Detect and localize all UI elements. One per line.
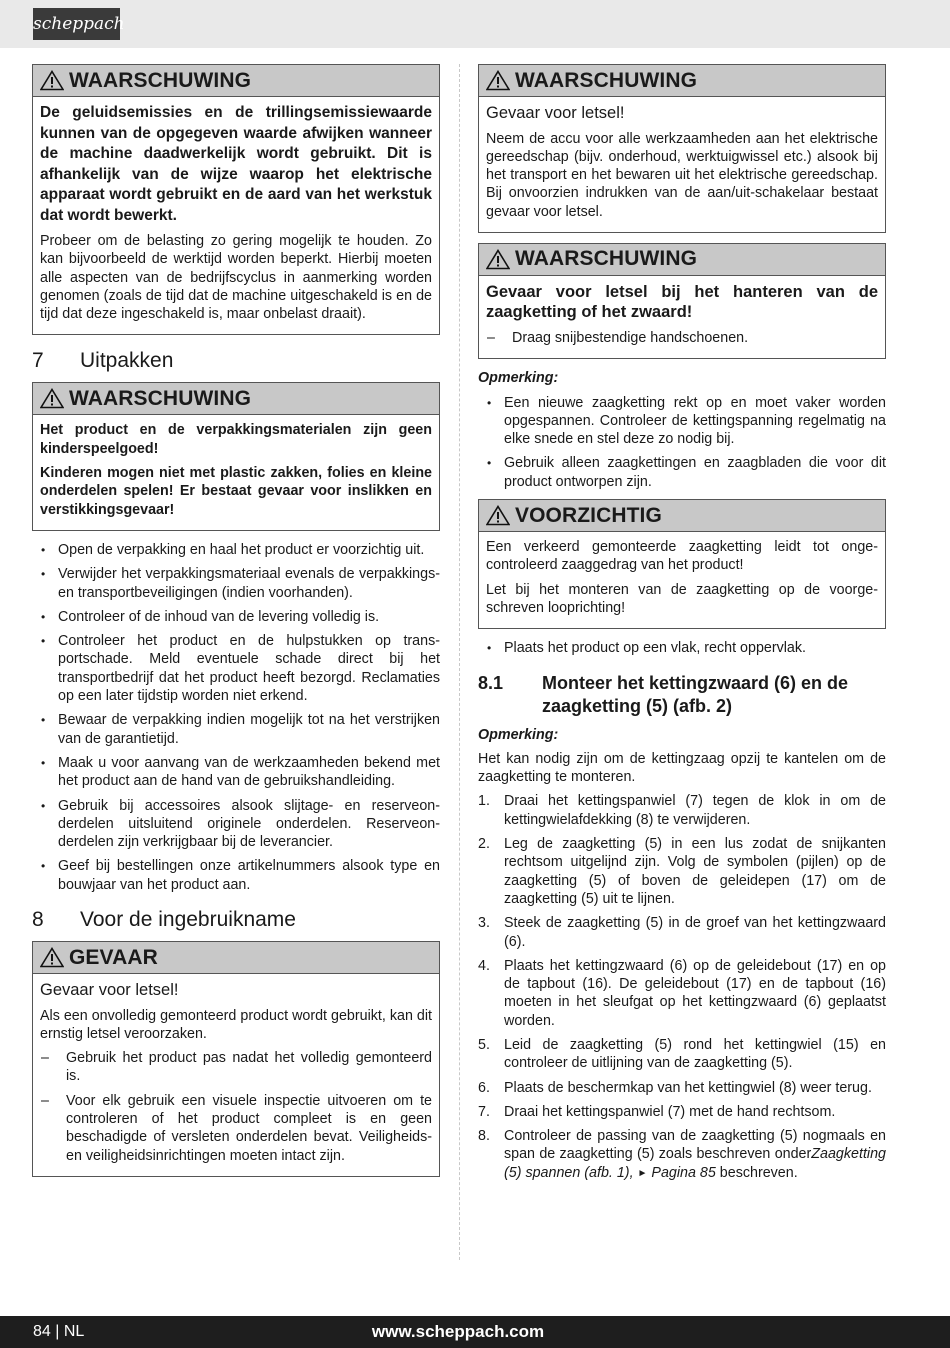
brand-logo: scheppach — [33, 8, 120, 40]
list-item: • Controleer het product en de hulpstukken op transportschade. Meld eventuele schade direct bij het transportbedrijf dat het product heeft bezorgd. Reclamaties op een later tijdstip worden niet erkend. — [32, 632, 440, 705]
warning-box-header — [479, 65, 885, 97]
arrow-right-icon: ► — [637, 1167, 648, 1179]
step-number: 4. — [478, 957, 490, 974]
subsection-title: Monteer het kettingzwaard (6) en de zaagketting (5) (afb. 2) — [542, 672, 849, 716]
step-text: Draai het kettingspanwiel (7) tegen de klok in om de kettingwielafdekking (8) te verwijderen. — [504, 793, 886, 828]
danger-box — [32, 941, 440, 1177]
list-item: • Maak u voor aanvang van de werkzaamheden bekend met het product aan de hand van de gebruikshandleiding. — [32, 754, 440, 791]
section-number: 8 — [32, 908, 44, 932]
warning-title: WAARSCHUWING — [515, 247, 698, 271]
step-item — [478, 835, 886, 908]
list-item: – Gebruik het product pas nadat het volledig gemonteerd is. — [40, 1049, 432, 1086]
step-text: Leg de zaagketting (5) in een lus zodat de snijkanten rechtsom uitgelijnd zijn. Volg de symbolen (pijlen) op de zaagketting (5) of boven de geleidepen (17) om de zaagketting (5) uit te lijnen. — [504, 836, 886, 907]
warning-bold-text: Kinderen mogen niet met plastic zakken, folies en kleine onderdelen spelen! Er bestaat gevaar voor inslikken en verstikkingsgevaar! — [40, 465, 432, 518]
list-item: • Een nieuwe zaagketting rekt op en moet vaker worden opgespannen. Controleer de kettingspanning regelmatig na elke snede en stel deze zo nodig bij. — [478, 394, 886, 449]
warning-list — [486, 329, 878, 347]
note-list — [478, 394, 886, 491]
danger-title: GEVAAR — [69, 945, 158, 969]
warning-box-header — [479, 244, 885, 276]
step-number: 1. — [478, 793, 490, 810]
list-item: – Draag snijbestendige handschoenen. — [486, 329, 878, 347]
warning-lead: Gevaar voor letsel! — [486, 104, 625, 122]
caution-title: VOORZICHTIG — [515, 503, 662, 527]
right-column — [478, 64, 886, 1189]
subsection-heading-8-1 — [478, 672, 886, 718]
list-item: • Bewaar de verpakking indien mogelijk tot na het verstrijken van de garantietijd. — [32, 711, 440, 748]
warning-box-header — [33, 383, 439, 415]
intro-text: Het kan nodig zijn om de kettingzaag opzij te kantelen om de zaagketting te monteren. — [478, 750, 886, 786]
caution-box-header — [479, 500, 885, 532]
step-number: 6. — [478, 1079, 490, 1096]
section-heading-7 — [32, 349, 440, 373]
list-item: • Controleer of de inhoud van de levering volledig is. — [32, 608, 440, 626]
warning-lead: Gevaar voor letsel bij het hanteren van de zaagketting of het zwaard! — [486, 282, 878, 322]
caution-text: Een verkeerd gemonteerde zaagketting leidt tot ongecontroleerd zaaggedrag van het product! — [486, 539, 878, 574]
step-item — [478, 1127, 886, 1183]
step-text: Controleer de passing van de zaagketting (5) nogmaals en span de zaagketting (5) zoals beschreven onder — [504, 1128, 886, 1163]
section-heading-8 — [32, 908, 440, 932]
caution-box — [478, 499, 886, 629]
step-text: Steek de zaagketting (5) in de groef van het kettingzwaard (6). — [504, 915, 886, 950]
unpacking-list — [32, 541, 440, 894]
header-bar — [0, 0, 950, 48]
list-item: • Gebruik bij accessoires alsook slijtage- en reserveonderdelen uitsluitend originele onderdelen. Reserveonderdelen zijn verkrijgbaar bij de leverancier. — [32, 797, 440, 852]
step-item — [478, 1103, 886, 1121]
website-link[interactable]: www.scheppach.com — [371, 1322, 545, 1341]
warning-text: Probeer om de belasting zo gering mogelijk te houden. Zo kan bijvoorbeeld de werktijd worden beperkt. Hierbij moeten alle aspecten van de bedrijfscyclus in aanmerking worden genomen (zoals de tijd dat de machine uitgeschakeld is en de tijd dat deze ingeschakeld is, maar onbelast draait). — [40, 233, 432, 323]
section-number: 7 — [32, 349, 44, 373]
warning-box-header — [33, 65, 439, 97]
step-text: Draai het kettingspanwiel (7) met de hand rechtsom. — [504, 1103, 836, 1120]
step-text: Plaats de beschermkap van het kettingwiel (8) weer terug. — [504, 1079, 872, 1096]
warning-triangle-icon — [40, 70, 64, 91]
step-item — [478, 957, 886, 1030]
warning-title: WAARSCHUWING — [69, 386, 252, 410]
step-text: Leid de zaagketting (5) rond het kettingwiel (15) en controleer de uitlijning van de zaagketting (5). — [504, 1037, 886, 1072]
step-number: 8. — [478, 1128, 490, 1145]
step-number: 7. — [478, 1103, 490, 1120]
list-item: • Geef bij bestellingen onze artikelnummers alsook type en bouwjaar van het product aan. — [32, 857, 440, 894]
warning-triangle-icon — [486, 505, 510, 526]
step-item — [478, 1036, 886, 1073]
danger-list — [40, 1049, 432, 1165]
warning-bold-text: De geluidsemissies en de trillingsemissiewaarde kunnen van de opgegeven waarde afwijken wanneer de machine daadwerkelijk wordt gebruikt. Dit is afhankelijk van de wijze waarop het elektrische apparaat wordt gebruikt en de aard van het werkstuk dat wordt bewerkt. — [40, 104, 432, 224]
step-item — [478, 1079, 886, 1097]
page-number: 84 | NL — [33, 1323, 85, 1340]
column-divider — [459, 64, 460, 1260]
step-text-end: beschreven. — [715, 1164, 798, 1181]
warning-bold-text: Het product en de verpakkingsmaterialen zijn geen kinderspeelgoed! — [40, 422, 432, 457]
footer-bar — [0, 1316, 950, 1348]
step-number: 3. — [478, 915, 490, 932]
warning-box-packaging — [32, 382, 440, 530]
warning-title: WAARSCHUWING — [515, 68, 698, 92]
warning-triangle-icon — [40, 388, 64, 409]
step-item — [478, 914, 886, 951]
danger-box-header — [33, 942, 439, 974]
warning-box-chain — [478, 243, 886, 359]
list-item: • Gebruik alleen zaagkettingen en zaagbladen die voor dit product ontworpen zijn. — [478, 454, 886, 491]
danger-intro: Als een onvolledig gemonteerd product wordt gebruikt, kan dit ernstig letsel veroorzaken. — [40, 1007, 432, 1042]
warning-triangle-icon — [486, 70, 510, 91]
placement-list — [478, 639, 886, 657]
warning-box-emissions — [32, 64, 440, 335]
warning-box-battery — [478, 64, 886, 233]
warning-triangle-icon — [40, 947, 64, 968]
section-title: Uitpakken — [80, 349, 174, 373]
list-item: • Open de verpakking en haal het product er voorzichtig uit. — [32, 541, 440, 559]
warning-title: WAARSCHUWING — [69, 68, 252, 92]
list-item: • Plaats het product op een vlak, recht oppervlak. — [478, 639, 886, 657]
section-title: Voor de ingebruikname — [80, 908, 296, 932]
subsection-number: 8.1 — [478, 672, 504, 693]
step-text: Plaats het kettingzwaard (6) op de geleidebout (17) en op de tapbout (16). De geleidebout (17) en de tapbout (16) moeten in het sleufgat op het kettingzwaard (6) geplaatst worden. — [504, 957, 886, 1029]
assembly-steps — [478, 792, 886, 1183]
note-label: Opmerking: — [478, 370, 559, 387]
cross-reference-link[interactable]: Zaagketting (5) spannen (afb. 1), — [504, 1146, 886, 1181]
list-item: • Verwijder het verpakkingsmateriaal evenals de verpakkings- en transportbeveiligingen (indien voorhanden). — [32, 565, 440, 602]
danger-lead: Gevaar voor letsel! — [40, 981, 179, 1000]
caution-text: Let bij het monteren van de zaagketting op de voorgeschreven looprichting! — [486, 581, 878, 616]
page-reference-link[interactable]: Pagina 85 — [651, 1164, 716, 1181]
step-number: 5. — [478, 1037, 490, 1053]
step-item — [478, 792, 886, 829]
left-column — [32, 64, 440, 1187]
list-item: – Voor elk gebruik een visuele inspectie uitvoeren om te controleren of het product compleet is en geen beschadigde of versleten onderdelen bevat. Veiligheids- en veiligheidsinrichtingen moeten intact zijn. — [40, 1092, 432, 1165]
note-label: Opmerking: — [478, 726, 559, 743]
step-number: 2. — [478, 836, 490, 853]
warning-text: Neem de accu voor alle werkzaamheden aan het elektrische gereedschap (bijv. onderhoud, werktuigwissel etc.) alsook bij het transport en het bewaren uit het elektrische gereedschap. Bij onvoorzien indrukken van de aan/uit-schakelaar bestaat gevaar voor letsel. — [486, 130, 878, 220]
warning-triangle-icon — [486, 249, 510, 270]
